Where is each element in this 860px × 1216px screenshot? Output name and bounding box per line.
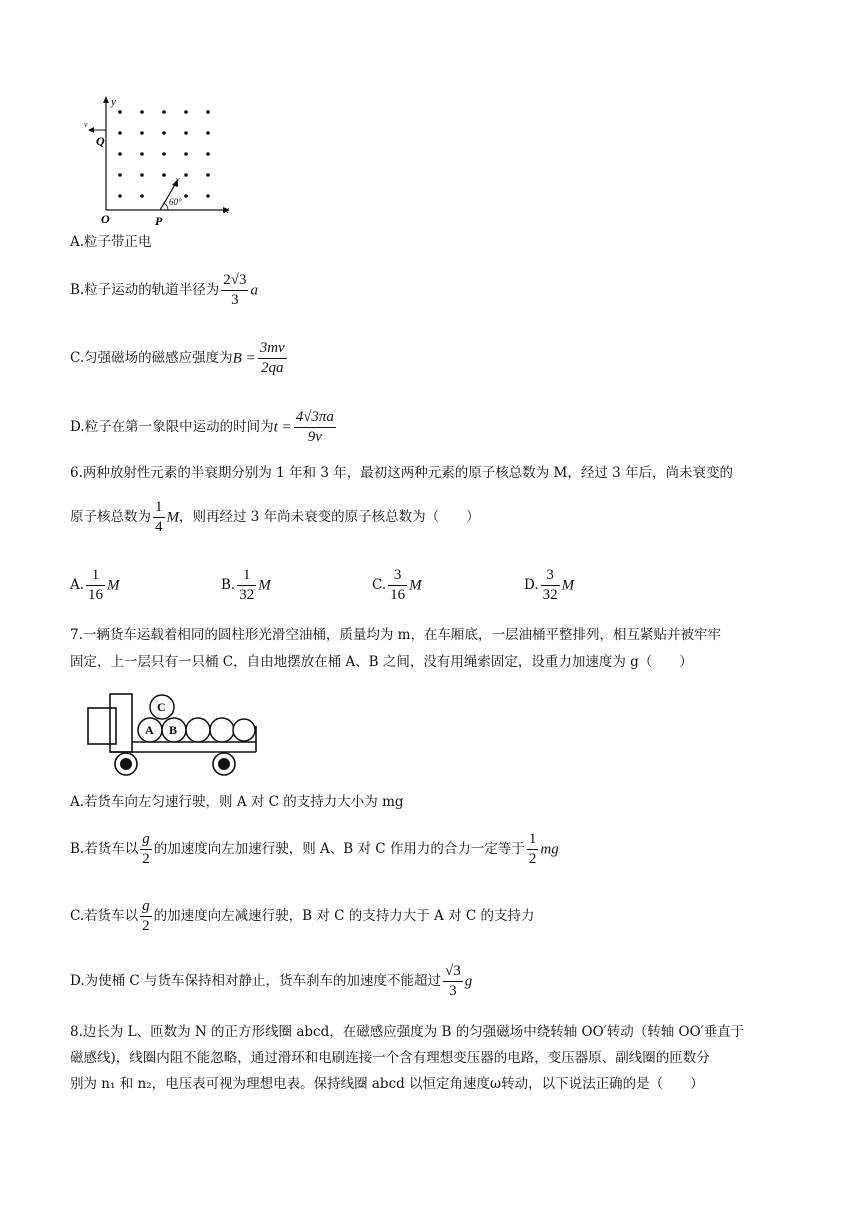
field-dot xyxy=(162,131,166,135)
q5-option-c[interactable] xyxy=(70,339,289,378)
q5-option-c-lhs: B = xyxy=(232,350,256,367)
field-dot xyxy=(206,152,210,156)
q6-stem-suffix: ，则再经过 3 年尚未衰变的原子核总数为（ ） xyxy=(179,509,480,525)
option-label: A. xyxy=(70,577,85,593)
fraction-numerator: 1 xyxy=(91,567,100,583)
q5-option-b-variable: a xyxy=(250,282,258,299)
option-variable: M xyxy=(409,577,422,594)
field-dot xyxy=(206,194,210,198)
q5-option-b[interactable] xyxy=(70,271,258,310)
field-dot xyxy=(140,110,144,114)
fraction-numerator: 2√3 xyxy=(223,272,247,288)
fraction-numerator: 1 xyxy=(155,499,163,515)
q7-option-c-middle: 的加速度向左减速行驶，B 对 C 的支持力大于 A 对 C 的支持力 xyxy=(153,908,535,924)
field-dot xyxy=(184,152,188,156)
q7-option-d[interactable] xyxy=(70,962,472,1001)
fraction-denominator: 32 xyxy=(542,587,558,603)
q7-option-d-fraction xyxy=(443,962,463,1001)
q7-option-b[interactable] xyxy=(70,830,559,869)
velocity-p-label: v xyxy=(176,175,180,184)
q6-stem-line-1: 6.两种放射性元素的半衰期分别为 1 年和 3 年，最初这两种元素的原子核总数为 M，经过 3 年后，尚未衰变的 xyxy=(70,465,734,481)
q5-option-d-lhs: t = xyxy=(273,419,292,436)
q6-stem-fraction xyxy=(153,498,165,537)
q7-option-c-accel-fraction xyxy=(140,897,152,936)
field-dot xyxy=(140,173,144,177)
q5-option-c-fraction xyxy=(258,339,287,378)
option-variable: M xyxy=(561,577,575,594)
fraction-numerator: 3mv xyxy=(259,340,285,356)
fraction-denominator: 2 xyxy=(142,918,150,934)
fraction-denominator: 3 xyxy=(443,981,463,1001)
field-dot xyxy=(118,152,122,156)
fraction-denominator: 16 xyxy=(88,587,104,603)
q5-option-a[interactable]: A.粒子带正电 xyxy=(70,234,152,250)
option-label: D. xyxy=(524,577,539,593)
field-dot xyxy=(184,110,188,114)
fraction-numerator: 3 xyxy=(393,567,402,583)
q6-option-a[interactable] xyxy=(70,566,120,605)
barrel-c-label: C xyxy=(157,700,166,714)
q6-stem-variable: M xyxy=(166,509,179,526)
q5-figure-coordinate-diagram xyxy=(84,92,244,228)
q7-option-b-text: B.若货车以 xyxy=(70,841,139,857)
angle-label: 60° xyxy=(169,197,182,207)
q7-stem-line-2: 固定，上一层只有一只桶 C，自由地摆放在桶 A、B 之间，没有用绳索固定，设重力加速度为 g（ ） xyxy=(70,654,693,670)
q6-option-c[interactable] xyxy=(372,566,422,605)
q7-option-b-variable: mg xyxy=(540,841,559,858)
q5-option-c-text: C.匀强磁场的磁感应强度为 xyxy=(70,350,233,366)
fraction-numerator: 1 xyxy=(242,567,251,583)
q7-option-d-text: D.为使桶 C 与货车保持相对静止，货车刹车的加速度不能超过 xyxy=(70,973,442,989)
point-q-label: Q xyxy=(96,134,105,148)
y-axis-label: y xyxy=(111,96,116,108)
field-dot xyxy=(206,131,210,135)
origin-label: O xyxy=(101,212,110,226)
field-dot xyxy=(140,131,144,135)
q7-option-d-variable: g xyxy=(464,973,473,990)
q5-option-b-fraction xyxy=(221,271,248,310)
option-fraction xyxy=(86,566,105,605)
fraction-denominator: 16 xyxy=(390,587,406,603)
option-fraction xyxy=(237,566,256,605)
fraction-numerator: g xyxy=(142,831,150,847)
field-dot xyxy=(162,110,166,114)
q6-stem-line-2 xyxy=(70,498,480,537)
fraction-numerator: √3 xyxy=(445,963,461,979)
fraction-numerator: g xyxy=(142,898,150,914)
option-fraction xyxy=(541,566,560,605)
fraction-numerator: 4√3πa xyxy=(295,409,334,425)
q7-stem-line-1: 7.一辆货车运载着相同的圆柱形光滑空油桶，质量均为 m，在车厢底，一层油桶平整排列，相互紧贴并被牢牢 xyxy=(70,627,721,643)
q7-option-b-result-fraction xyxy=(527,830,539,869)
barrel-b-label: B xyxy=(169,723,178,737)
fraction-denominator: 2 xyxy=(142,851,150,867)
fraction-numerator: 1 xyxy=(528,831,537,847)
q7-option-b-middle: 的加速度向左加速行驶，则 A、B 对 C 作用力的合力一定等于 xyxy=(153,841,525,857)
q5-option-d-fraction xyxy=(294,408,336,447)
option-label: B. xyxy=(221,577,236,593)
x-axis-label: x xyxy=(224,204,229,216)
magnetic-field-dots xyxy=(118,110,210,198)
fraction-denominator: 4 xyxy=(155,519,163,535)
q5-option-d-text: D.粒子在第一象限中运动的时间为 xyxy=(70,419,274,435)
field-dot xyxy=(118,194,122,198)
q5-option-d[interactable] xyxy=(70,408,338,447)
field-dot xyxy=(118,131,122,135)
fraction-denominator: 32 xyxy=(239,587,255,603)
q7-option-c-text: C.若货车以 xyxy=(70,908,139,924)
q7-option-a[interactable]: A.若货车向左匀速行驶，则 A 对 C 的支持力大小为 mg xyxy=(70,794,404,810)
option-variable: M xyxy=(107,577,120,594)
field-dot xyxy=(118,173,122,177)
option-label: C. xyxy=(372,577,387,593)
q6-stem-text: 原子核总数为 xyxy=(70,509,151,525)
fraction-denominator: 9v xyxy=(294,427,336,447)
velocity-q-label: v xyxy=(84,120,88,129)
field-dot xyxy=(162,173,166,177)
field-dot xyxy=(162,152,166,156)
q6-option-d[interactable] xyxy=(524,566,574,605)
field-dot xyxy=(118,110,122,114)
field-dot xyxy=(184,194,188,198)
fraction-denominator: 2qa xyxy=(258,358,287,378)
q7-option-b-accel-fraction xyxy=(140,830,152,869)
barrel-a-label: A xyxy=(145,723,154,737)
fraction-denominator: 3 xyxy=(221,290,248,310)
q7-figure-truck xyxy=(84,688,264,780)
field-dot xyxy=(140,194,144,198)
fraction-numerator: 3 xyxy=(546,567,554,583)
field-dot xyxy=(184,173,188,177)
field-dot xyxy=(184,131,188,135)
q7-option-c[interactable] xyxy=(70,897,535,936)
q5-option-b-text: B.粒子运动的轨道半径为 xyxy=(70,282,220,298)
option-fraction xyxy=(388,566,407,605)
q8-stem-line-2: 磁感线)，线圈内阻不能忽略，通过滑环和电刷连接一个含有理想变压器的电路，变压器原、副线圈的匝数分 xyxy=(70,1050,710,1066)
field-dot xyxy=(206,110,210,114)
q6-option-b[interactable] xyxy=(221,566,271,605)
field-dot xyxy=(206,173,210,177)
fraction-denominator: 2 xyxy=(528,851,537,867)
field-dot xyxy=(140,152,144,156)
q8-stem-line-1: 8.边长为 L、匝数为 N 的正方形线圈 abcd，在磁感应强度为 B 的匀强磁场中绕转轴 OO′转动（转轴 OO′垂直于 xyxy=(70,1024,745,1040)
option-variable: M xyxy=(258,577,271,594)
q8-stem-line-3: 别为 n₁ 和 n₂，电压表可视为理想电表。保持线圈 abcd 以恒定角速度ω转动，以下说法正确的是（ ） xyxy=(70,1076,704,1092)
point-p-label: P xyxy=(155,214,163,228)
